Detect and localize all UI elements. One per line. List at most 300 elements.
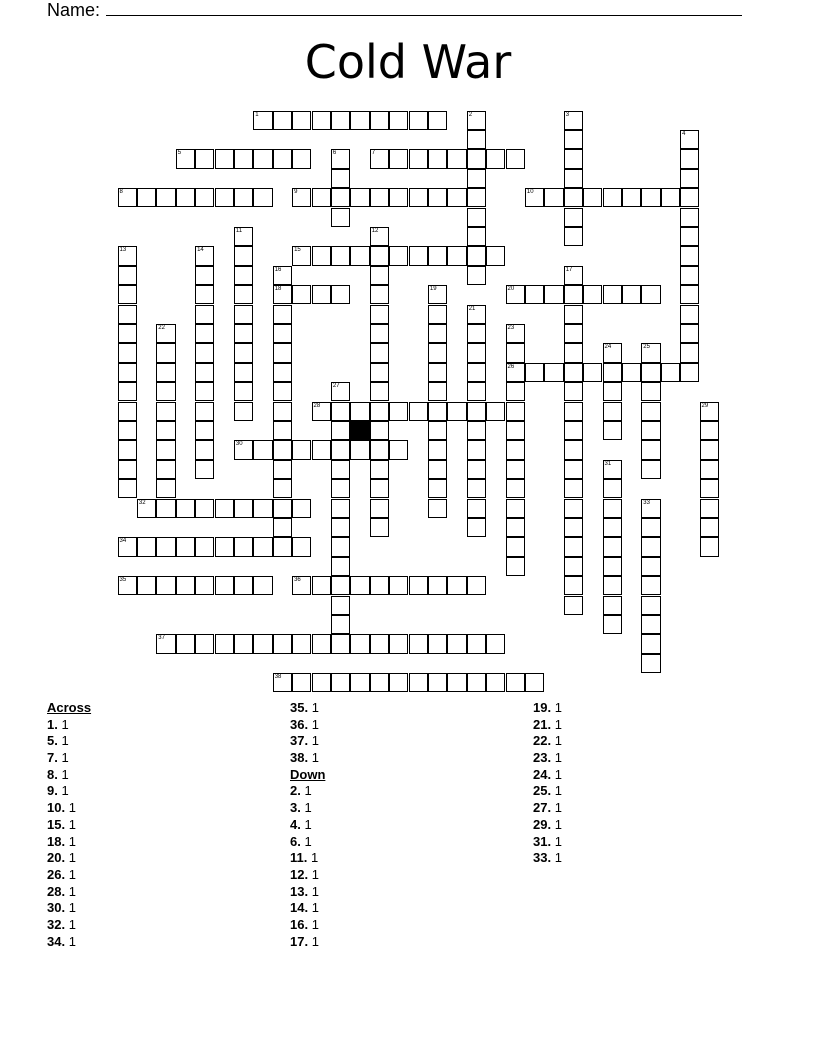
grid-cell[interactable] [525, 673, 544, 692]
grid-cell[interactable] [603, 499, 622, 518]
grid-cell[interactable] [331, 169, 350, 188]
grid-cell[interactable] [641, 421, 660, 440]
grid-cell[interactable] [156, 460, 175, 479]
grid-cell[interactable] [428, 285, 447, 304]
grid-cell[interactable] [215, 188, 234, 207]
grid-cell[interactable] [603, 518, 622, 537]
grid-cell[interactable] [641, 634, 660, 653]
grid-cell[interactable] [680, 149, 699, 168]
grid-cell[interactable] [428, 402, 447, 421]
grid-cell[interactable] [370, 324, 389, 343]
grid-cell[interactable] [350, 402, 369, 421]
grid-cell[interactable] [467, 324, 486, 343]
grid-cell[interactable] [447, 576, 466, 595]
grid-cell[interactable] [195, 188, 214, 207]
grid-cell[interactable] [234, 363, 253, 382]
grid-cell[interactable] [506, 382, 525, 401]
grid-cell[interactable] [370, 421, 389, 440]
grid-cell[interactable] [389, 634, 408, 653]
grid-cell[interactable] [234, 188, 253, 207]
grid-cell[interactable] [564, 557, 583, 576]
grid-cell[interactable] [331, 537, 350, 556]
grid-cell[interactable] [447, 246, 466, 265]
grid-cell[interactable] [156, 634, 175, 653]
grid-cell[interactable] [331, 615, 350, 634]
grid-cell[interactable] [641, 188, 660, 207]
grid-cell[interactable] [583, 285, 602, 304]
grid-cell[interactable] [603, 402, 622, 421]
grid-cell[interactable] [409, 634, 428, 653]
grid-cell[interactable] [118, 460, 137, 479]
grid-cell[interactable] [467, 479, 486, 498]
grid-cell[interactable] [292, 634, 311, 653]
grid-cell[interactable] [370, 576, 389, 595]
grid-cell[interactable] [700, 479, 719, 498]
grid-cell[interactable] [370, 149, 389, 168]
grid-cell[interactable] [234, 382, 253, 401]
grid-cell[interactable] [253, 111, 272, 130]
grid-cell[interactable] [409, 246, 428, 265]
grid-cell[interactable] [603, 576, 622, 595]
grid-cell[interactable] [331, 576, 350, 595]
grid-cell[interactable] [603, 363, 622, 382]
grid-cell[interactable] [564, 421, 583, 440]
grid-cell[interactable] [428, 499, 447, 518]
grid-cell[interactable] [428, 343, 447, 362]
grid-cell[interactable] [428, 188, 447, 207]
grid-cell[interactable] [234, 266, 253, 285]
grid-cell[interactable] [195, 149, 214, 168]
grid-cell[interactable] [312, 673, 331, 692]
grid-cell[interactable] [467, 421, 486, 440]
grid-cell[interactable] [331, 111, 350, 130]
grid-cell[interactable] [525, 285, 544, 304]
grid-cell[interactable] [467, 499, 486, 518]
grid-cell[interactable] [680, 188, 699, 207]
grid-cell[interactable] [641, 440, 660, 459]
grid-cell[interactable] [506, 402, 525, 421]
grid-cell[interactable] [564, 402, 583, 421]
grid-cell[interactable] [467, 208, 486, 227]
grid-cell[interactable] [312, 111, 331, 130]
grid-cell[interactable] [680, 169, 699, 188]
grid-cell[interactable] [428, 634, 447, 653]
grid-cell[interactable] [641, 576, 660, 595]
grid-cell[interactable] [253, 634, 272, 653]
grid-cell[interactable] [234, 402, 253, 421]
grid-cell[interactable] [428, 149, 447, 168]
grid-cell[interactable] [506, 518, 525, 537]
grid-cell[interactable] [331, 673, 350, 692]
grid-cell[interactable] [273, 479, 292, 498]
grid-cell[interactable] [253, 188, 272, 207]
grid-cell[interactable] [176, 188, 195, 207]
grid-cell[interactable] [583, 363, 602, 382]
grid-cell[interactable] [506, 421, 525, 440]
grid-cell[interactable] [467, 382, 486, 401]
grid-cell[interactable] [331, 149, 350, 168]
grid-cell[interactable] [564, 440, 583, 459]
grid-cell[interactable] [506, 673, 525, 692]
grid-cell[interactable] [506, 499, 525, 518]
grid-cell[interactable] [370, 363, 389, 382]
grid-cell[interactable] [370, 382, 389, 401]
grid-cell[interactable] [467, 343, 486, 362]
grid-cell[interactable] [486, 634, 505, 653]
grid-cell[interactable] [564, 537, 583, 556]
grid-cell[interactable] [641, 654, 660, 673]
grid-cell[interactable] [467, 149, 486, 168]
grid-cell[interactable] [195, 634, 214, 653]
grid-cell[interactable] [253, 440, 272, 459]
grid-cell[interactable] [680, 343, 699, 362]
grid-cell[interactable] [273, 149, 292, 168]
grid-cell[interactable] [156, 343, 175, 362]
grid-cell[interactable] [447, 634, 466, 653]
grid-cell[interactable] [253, 499, 272, 518]
grid-cell[interactable] [195, 285, 214, 304]
grid-cell[interactable] [370, 479, 389, 498]
grid-cell[interactable] [331, 634, 350, 653]
grid-cell[interactable] [409, 576, 428, 595]
grid-cell[interactable] [389, 149, 408, 168]
grid-cell[interactable] [370, 634, 389, 653]
grid-cell[interactable] [409, 673, 428, 692]
grid-cell[interactable] [467, 402, 486, 421]
grid-cell[interactable] [292, 673, 311, 692]
grid-cell[interactable] [195, 440, 214, 459]
grid-cell[interactable] [156, 421, 175, 440]
grid-cell[interactable] [447, 402, 466, 421]
grid-cell[interactable] [292, 188, 311, 207]
grid-cell[interactable] [215, 537, 234, 556]
grid-cell[interactable] [506, 537, 525, 556]
grid-cell[interactable] [312, 285, 331, 304]
grid-cell[interactable] [137, 188, 156, 207]
grid-cell[interactable] [370, 305, 389, 324]
grid-cell[interactable] [506, 479, 525, 498]
grid-cell[interactable] [370, 285, 389, 304]
grid-cell[interactable] [564, 111, 583, 130]
grid-cell[interactable] [176, 499, 195, 518]
grid-cell[interactable] [156, 382, 175, 401]
grid-cell[interactable] [273, 363, 292, 382]
grid-cell[interactable] [312, 634, 331, 653]
grid-cell[interactable] [273, 460, 292, 479]
grid-cell[interactable] [350, 246, 369, 265]
grid-cell[interactable] [156, 537, 175, 556]
grid-cell[interactable] [331, 421, 350, 440]
grid-cell[interactable] [564, 208, 583, 227]
grid-cell[interactable] [467, 305, 486, 324]
grid-cell[interactable] [118, 402, 137, 421]
grid-cell[interactable] [370, 111, 389, 130]
grid-cell[interactable] [195, 363, 214, 382]
grid-cell[interactable] [118, 363, 137, 382]
grid-cell[interactable] [156, 576, 175, 595]
grid-cell[interactable] [467, 363, 486, 382]
grid-cell[interactable] [118, 246, 137, 265]
grid-cell[interactable] [118, 285, 137, 304]
grid-cell[interactable] [137, 576, 156, 595]
grid-cell[interactable] [156, 188, 175, 207]
grid-cell[interactable] [525, 363, 544, 382]
grid-cell[interactable] [195, 382, 214, 401]
grid-cell[interactable] [467, 634, 486, 653]
grid-cell[interactable] [273, 440, 292, 459]
grid-cell[interactable] [273, 421, 292, 440]
grid-cell[interactable] [273, 266, 292, 285]
grid-cell[interactable] [331, 208, 350, 227]
grid-cell[interactable] [195, 343, 214, 362]
grid-cell[interactable] [234, 537, 253, 556]
grid-cell[interactable] [389, 402, 408, 421]
grid-cell[interactable] [176, 537, 195, 556]
grid-cell[interactable] [350, 576, 369, 595]
grid-cell[interactable] [350, 634, 369, 653]
grid-cell[interactable] [234, 305, 253, 324]
grid-cell[interactable] [234, 634, 253, 653]
grid-cell[interactable] [195, 576, 214, 595]
grid-cell[interactable] [156, 499, 175, 518]
grid-cell[interactable] [370, 227, 389, 246]
grid-cell[interactable] [428, 440, 447, 459]
grid-cell[interactable] [292, 149, 311, 168]
grid-cell[interactable] [118, 266, 137, 285]
grid-cell[interactable] [467, 576, 486, 595]
grid-cell[interactable] [622, 188, 641, 207]
grid-cell[interactable] [118, 382, 137, 401]
grid-cell[interactable] [428, 246, 447, 265]
grid-cell[interactable] [467, 246, 486, 265]
grid-cell[interactable] [603, 479, 622, 498]
grid-cell[interactable] [195, 266, 214, 285]
grid-cell[interactable] [700, 402, 719, 421]
grid-cell[interactable] [137, 537, 156, 556]
grid-cell[interactable] [641, 596, 660, 615]
grid-cell[interactable] [156, 402, 175, 421]
grid-cell[interactable] [312, 188, 331, 207]
grid-cell[interactable] [680, 227, 699, 246]
grid-cell[interactable] [603, 285, 622, 304]
grid-cell[interactable] [506, 557, 525, 576]
grid-cell[interactable] [467, 169, 486, 188]
grid-cell[interactable] [428, 460, 447, 479]
grid-cell[interactable] [195, 460, 214, 479]
grid-cell[interactable] [680, 305, 699, 324]
grid-cell[interactable] [370, 440, 389, 459]
grid-cell[interactable] [234, 246, 253, 265]
grid-cell[interactable] [428, 479, 447, 498]
grid-cell[interactable] [234, 149, 253, 168]
grid-cell[interactable] [680, 285, 699, 304]
grid-cell[interactable] [564, 382, 583, 401]
grid-cell[interactable] [331, 382, 350, 401]
grid-cell[interactable] [447, 149, 466, 168]
grid-cell[interactable] [215, 576, 234, 595]
grid-cell[interactable] [641, 557, 660, 576]
grid-cell[interactable] [641, 518, 660, 537]
grid-cell[interactable] [564, 227, 583, 246]
grid-cell[interactable] [447, 188, 466, 207]
grid-cell[interactable] [273, 518, 292, 537]
grid-cell[interactable] [234, 576, 253, 595]
grid-cell[interactable] [331, 188, 350, 207]
grid-cell[interactable] [195, 324, 214, 343]
grid-cell[interactable] [467, 266, 486, 285]
grid-cell[interactable] [195, 305, 214, 324]
grid-cell[interactable] [506, 363, 525, 382]
grid-cell[interactable] [641, 615, 660, 634]
grid-cell[interactable] [564, 479, 583, 498]
grid-cell[interactable] [389, 440, 408, 459]
grid-cell[interactable] [641, 537, 660, 556]
grid-cell[interactable] [428, 324, 447, 343]
grid-cell[interactable] [234, 440, 253, 459]
grid-cell[interactable] [700, 518, 719, 537]
grid-cell[interactable] [118, 188, 137, 207]
grid-cell[interactable] [544, 285, 563, 304]
grid-cell[interactable] [331, 440, 350, 459]
grid-cell[interactable] [564, 343, 583, 362]
grid-cell[interactable] [350, 111, 369, 130]
grid-cell[interactable] [700, 499, 719, 518]
grid-cell[interactable] [447, 673, 466, 692]
grid-cell[interactable] [331, 246, 350, 265]
grid-cell[interactable] [641, 499, 660, 518]
grid-cell[interactable] [118, 479, 137, 498]
grid-cell[interactable] [506, 324, 525, 343]
grid-cell[interactable] [312, 402, 331, 421]
grid-cell[interactable] [641, 460, 660, 479]
grid-cell[interactable] [467, 130, 486, 149]
grid-cell[interactable] [370, 518, 389, 537]
grid-cell[interactable] [331, 402, 350, 421]
grid-cell[interactable] [118, 421, 137, 440]
grid-cell[interactable] [118, 305, 137, 324]
grid-cell[interactable] [370, 246, 389, 265]
grid-cell[interactable] [195, 421, 214, 440]
grid-cell[interactable] [234, 227, 253, 246]
grid-cell[interactable] [467, 518, 486, 537]
grid-cell[interactable] [370, 343, 389, 362]
grid-cell[interactable] [544, 363, 563, 382]
grid-cell[interactable] [118, 440, 137, 459]
grid-cell[interactable] [331, 460, 350, 479]
grid-cell[interactable] [331, 557, 350, 576]
grid-cell[interactable] [370, 188, 389, 207]
grid-cell[interactable] [486, 673, 505, 692]
grid-cell[interactable] [331, 285, 350, 304]
grid-cell[interactable] [195, 402, 214, 421]
grid-cell[interactable] [176, 576, 195, 595]
grid-cell[interactable] [641, 402, 660, 421]
grid-cell[interactable] [467, 440, 486, 459]
grid-cell[interactable] [312, 576, 331, 595]
grid-cell[interactable] [564, 130, 583, 149]
grid-cell[interactable] [680, 208, 699, 227]
grid-cell[interactable] [215, 149, 234, 168]
grid-cell[interactable] [273, 402, 292, 421]
grid-cell[interactable] [389, 188, 408, 207]
grid-cell[interactable] [156, 324, 175, 343]
grid-cell[interactable] [389, 576, 408, 595]
grid-cell[interactable] [215, 499, 234, 518]
grid-cell[interactable] [564, 169, 583, 188]
grid-cell[interactable] [661, 188, 680, 207]
grid-cell[interactable] [467, 460, 486, 479]
grid-cell[interactable] [564, 460, 583, 479]
grid-cell[interactable] [428, 673, 447, 692]
grid-cell[interactable] [409, 111, 428, 130]
grid-cell[interactable] [253, 149, 272, 168]
grid-cell[interactable] [680, 363, 699, 382]
grid-cell[interactable] [641, 363, 660, 382]
grid-cell[interactable] [641, 382, 660, 401]
grid-cell[interactable] [389, 673, 408, 692]
grid-cell[interactable] [680, 246, 699, 265]
grid-cell[interactable] [292, 499, 311, 518]
grid-cell[interactable] [195, 537, 214, 556]
grid-cell[interactable] [350, 440, 369, 459]
grid-cell[interactable] [234, 499, 253, 518]
grid-cell[interactable] [486, 246, 505, 265]
grid-cell[interactable] [273, 382, 292, 401]
grid-cell[interactable] [118, 324, 137, 343]
grid-cell[interactable] [370, 673, 389, 692]
grid-cell[interactable] [331, 518, 350, 537]
grid-cell[interactable] [370, 499, 389, 518]
grid-cell[interactable] [273, 305, 292, 324]
grid-cell[interactable] [409, 149, 428, 168]
grid-cell[interactable] [506, 343, 525, 362]
grid-cell[interactable] [603, 537, 622, 556]
grid-cell[interactable] [506, 460, 525, 479]
grid-cell[interactable] [583, 188, 602, 207]
grid-cell[interactable] [137, 499, 156, 518]
grid-cell[interactable] [564, 266, 583, 285]
grid-cell[interactable] [273, 324, 292, 343]
grid-cell[interactable] [564, 324, 583, 343]
grid-cell[interactable] [389, 246, 408, 265]
grid-cell[interactable] [409, 188, 428, 207]
grid-cell[interactable] [292, 285, 311, 304]
grid-cell[interactable] [176, 634, 195, 653]
grid-cell[interactable] [525, 188, 544, 207]
grid-cell[interactable] [467, 673, 486, 692]
grid-cell[interactable] [253, 537, 272, 556]
grid-cell[interactable] [603, 343, 622, 362]
grid-cell[interactable] [700, 421, 719, 440]
grid-cell[interactable] [273, 499, 292, 518]
grid-cell[interactable] [564, 285, 583, 304]
grid-cell[interactable] [486, 402, 505, 421]
grid-cell[interactable] [603, 188, 622, 207]
grid-cell[interactable] [370, 402, 389, 421]
grid-cell[interactable] [156, 440, 175, 459]
grid-cell[interactable] [273, 343, 292, 362]
grid-cell[interactable] [428, 305, 447, 324]
grid-cell[interactable] [641, 285, 660, 304]
grid-cell[interactable] [564, 518, 583, 537]
grid-cell[interactable] [312, 246, 331, 265]
grid-cell[interactable] [622, 363, 641, 382]
grid-cell[interactable] [292, 576, 311, 595]
grid-cell[interactable] [292, 537, 311, 556]
grid-cell[interactable] [292, 246, 311, 265]
grid-cell[interactable] [564, 576, 583, 595]
grid-cell[interactable] [350, 673, 369, 692]
